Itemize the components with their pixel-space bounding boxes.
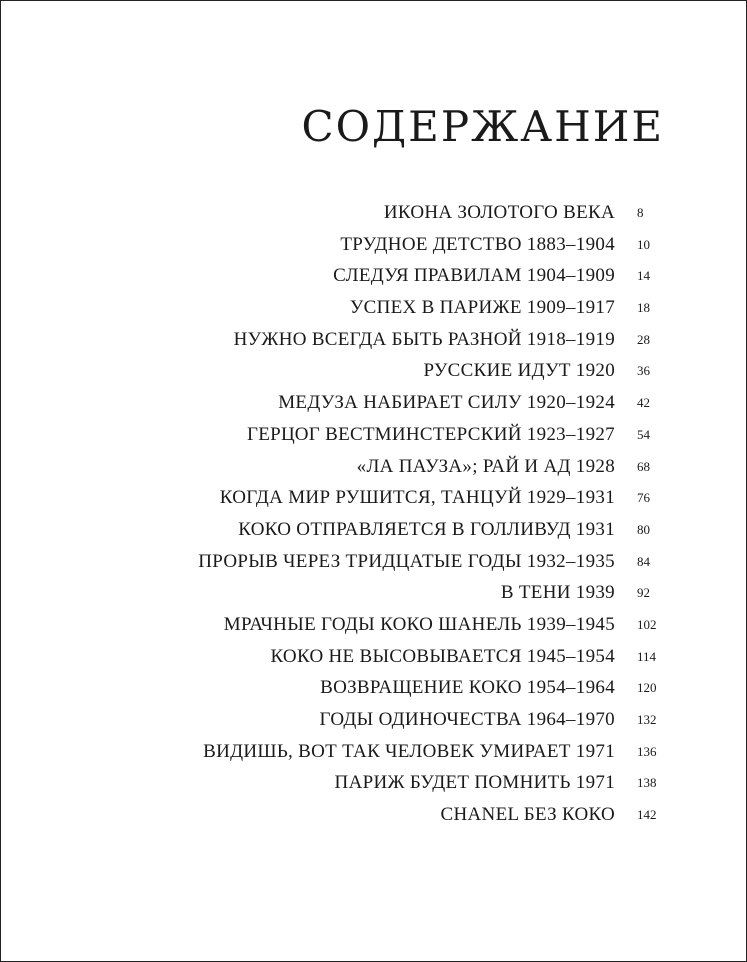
toc-entry-page: 136 bbox=[637, 743, 657, 759]
toc-entry-page: 138 bbox=[637, 775, 657, 791]
toc-entry bbox=[1, 514, 746, 546]
toc-entry-title: ВИДИШЬ, ВОТ ТАК ЧЕЛОВЕК УМИРАЕТ 1971 bbox=[203, 740, 615, 762]
toc-entry bbox=[1, 799, 746, 831]
toc-entry-page: 92 bbox=[637, 585, 650, 601]
toc-entry-title: CHANEL БЕЗ КОКО bbox=[440, 804, 615, 826]
toc-entry bbox=[1, 387, 746, 419]
toc-entry-title: МЕДУЗА НАБИРАЕТ СИЛУ 1920–1924 bbox=[278, 392, 615, 414]
toc-entry-page: 10 bbox=[637, 236, 650, 252]
toc-entry-title: ВОЗВРАЩЕНИЕ КОКО 1954–1964 bbox=[320, 677, 615, 699]
toc-entry-title: УСПЕХ В ПАРИЖЕ 1909–1917 bbox=[349, 297, 615, 319]
toc-entry bbox=[1, 419, 746, 451]
toc-entry-page: 80 bbox=[637, 521, 650, 537]
toc-entry bbox=[1, 292, 746, 324]
toc-entry bbox=[1, 260, 746, 292]
toc-entry-title: КОКО НЕ ВЫСОВЫВАЕТСЯ 1945–1954 bbox=[270, 645, 615, 667]
toc-entry-title: «ЛА ПАУЗА»; РАЙ И АД 1928 bbox=[356, 455, 615, 477]
toc-entry-page: 18 bbox=[637, 300, 650, 316]
toc-entry-page: 68 bbox=[637, 458, 650, 474]
toc-entry-title: НУЖНО ВСЕГДА БЫТЬ РАЗНОЙ 1918–1919 bbox=[233, 328, 615, 350]
toc-entry-page: 114 bbox=[637, 648, 657, 664]
toc-entry bbox=[1, 767, 746, 799]
toc-entry bbox=[1, 546, 746, 578]
toc-entry bbox=[1, 704, 746, 736]
toc-entry-title: МРАЧНЫЕ ГОДЫ КОКО ШАНЕЛЬ 1939–1945 bbox=[223, 613, 615, 635]
toc-entry bbox=[1, 736, 746, 768]
toc-entry-title: ГОДЫ ОДИНОЧЕСТВА 1964–1970 bbox=[319, 709, 615, 730]
toc-entry-page: 76 bbox=[637, 490, 650, 506]
toc-entry bbox=[1, 355, 746, 387]
toc-entry bbox=[1, 324, 746, 356]
toc-entry-page: 54 bbox=[637, 426, 650, 442]
toc-entry bbox=[1, 641, 746, 673]
toc-entry-title: ТРУДНОЕ ДЕТСТВО 1883–1904 bbox=[340, 233, 615, 255]
toc-entry bbox=[1, 577, 746, 609]
toc-entry bbox=[1, 197, 746, 229]
toc-entry bbox=[1, 482, 746, 514]
toc-entry-page: 28 bbox=[637, 331, 650, 347]
toc-entry-page: 84 bbox=[637, 553, 650, 569]
toc-entry-page: 8 bbox=[637, 205, 644, 220]
toc-entry-title: ИКОНА ЗОЛОТОГО ВЕКА bbox=[383, 202, 615, 223]
toc-entry-title: КОКО ОТПРАВЛЯЕТСЯ В ГОЛЛИВУД 1931 bbox=[238, 518, 615, 540]
toc-entry-page: 36 bbox=[637, 363, 650, 379]
toc-entry-title: ГЕРЦОГ ВЕСТМИНСТЕРСКИЙ 1923–1927 bbox=[246, 423, 615, 445]
toc-entry-title: ПАРИЖ БУДЕТ ПОМНИТЬ 1971 bbox=[334, 772, 615, 794]
toc-entry bbox=[1, 229, 746, 261]
toc-entry-page: 42 bbox=[637, 395, 650, 411]
toc-entry-title: ПРОРЫВ ЧЕРЕЗ ТРИДЦАТЫЕ ГОДЫ 1932–1935 bbox=[198, 550, 615, 572]
toc-entry-title: РУССКИЕ ИДУТ 1920 bbox=[423, 360, 615, 382]
toc-entry-title: СЛЕДУЯ ПРАВИЛАМ 1904–1909 bbox=[333, 265, 615, 287]
toc-entry-page: 102 bbox=[637, 616, 657, 632]
toc-entry-page: 132 bbox=[637, 712, 657, 727]
toc-entry-title: КОГДА МИР РУШИТСЯ, ТАНЦУЙ 1929–1931 bbox=[219, 487, 615, 509]
toc-entry bbox=[1, 672, 746, 704]
toc-entry-page: 120 bbox=[637, 680, 657, 696]
toc-entry-title: В ТЕНИ 1939 bbox=[500, 582, 615, 604]
toc-entry bbox=[1, 451, 746, 483]
toc-entry bbox=[1, 609, 746, 641]
page-title: СОДЕРЖАНИЕ bbox=[301, 102, 664, 151]
table-of-contents bbox=[1, 197, 746, 831]
toc-entry-page: 142 bbox=[637, 807, 657, 823]
toc-entry-page: 14 bbox=[637, 268, 650, 284]
